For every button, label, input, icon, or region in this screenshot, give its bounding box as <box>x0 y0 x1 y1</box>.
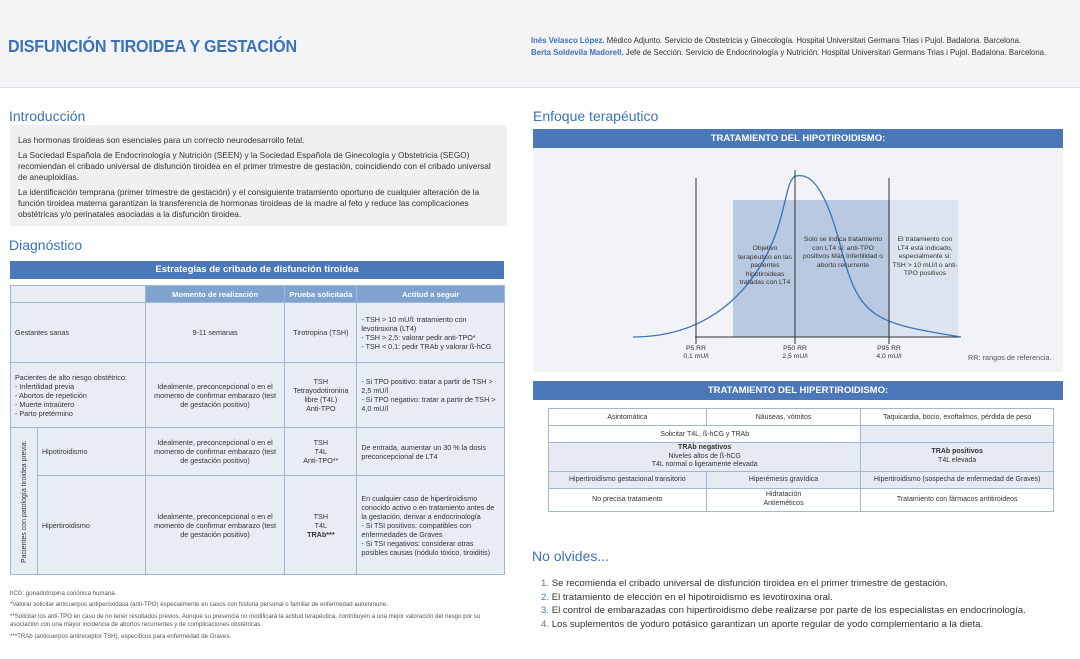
hyper-cell-line: Hidratación <box>765 491 802 498</box>
action-line: - TSH > 10 mU/l: tratamiento con levotiroxina (LT4) <box>361 314 467 333</box>
row-group: Hipertiroidismo <box>37 476 145 575</box>
table-row <box>11 476 505 575</box>
screening-table-title: Estrategias de cribado de disfunción tiroidea <box>10 261 504 279</box>
hyper-cell: Hipertiroidismo gestacional transitorio <box>549 471 707 488</box>
hyper-cell-line: T4L elevada <box>938 456 977 464</box>
hypo-chart-panel <box>533 148 1063 372</box>
group-line: - Abortos de repetición <box>15 390 87 400</box>
test-line: Anti-TPO <box>306 404 336 413</box>
table-row <box>549 471 1054 488</box>
list-text: El control de embarazadas con hipertiroidismo debe realizarse por parte de los especialistas en endocrinología. <box>551 605 1026 617</box>
row-group: Gestantes sanas <box>11 303 146 363</box>
p95-label-top: P95 RR <box>877 345 901 352</box>
footnote: **Solicitar los anti-TPO en caso de no tener resultados previos. Aunque su presencia no modificará la actitud terapéutica, contribuyen a una mejor valoración del riesgo por su asociación con una mayor incidencia de abortos recurrentes y de complicaciones obstétricas. <box>10 612 481 629</box>
row-test <box>285 476 357 575</box>
list-text: Se recomienda el cribado universal de disfunción tiroidea en el primer trimestre de gestación. <box>551 578 948 589</box>
footnote: hCG: gonadotropina coriónica humana. <box>10 590 117 597</box>
row-action: De entrada, aumentar un 30 % la dosis preconcepcional de LT4 <box>357 428 505 476</box>
therapy-heading: Enfoque terapéutico <box>533 108 659 124</box>
test-line: TRAb*** <box>307 529 335 539</box>
hyper-cell <box>706 488 861 511</box>
test-line: Tetrayodotironina libre (T4L) <box>293 386 349 404</box>
list-text: Los suplementos de yoduro potásico garantizan un aporte regular de yodo complementario a la dieta. <box>551 618 984 630</box>
test-line: T4L <box>314 447 328 456</box>
hyper-cell-title: TRAb negativos <box>678 444 732 451</box>
reminders-heading: No olvides... <box>532 548 610 564</box>
table-row <box>549 409 1054 426</box>
author-line-2 <box>531 47 1046 57</box>
hyper-table <box>548 408 1054 512</box>
row-moment: Idealmente, preconcepcional o en el momento de confirmar embarazo (test de gestación positivo) <box>145 476 285 575</box>
reminders-list <box>541 577 1071 631</box>
hyper-cell: Náuseas, vómitos <box>706 409 861 426</box>
empty-header-cell <box>11 286 146 303</box>
row-moment: Idealmente, preconcepcional o en el momento de confirmar embarazo (test de gestación positivo) <box>145 428 285 476</box>
list-item <box>541 618 1071 632</box>
action-line: - Si TPO positivo: tratar a partir de TSH > 2,5 mU/l <box>361 377 493 395</box>
hyper-cell: Tratamiento con fármacos antitiroideos <box>861 488 1054 511</box>
chart-box-3: El tratamiento con LT4 está indicado, especialmente si: TSH > 10 mU/l o anti-TPO positivos <box>892 236 958 278</box>
p5-label-bottom: 0,1 mU/l <box>683 353 709 360</box>
col-header-action: Actitud a seguir <box>357 286 505 303</box>
row-moment: 9-11 semanas <box>145 303 285 363</box>
group-line: Pacientes de alto riesgo obstétrico: <box>15 372 127 382</box>
row-action <box>357 363 505 428</box>
row-action <box>357 476 505 575</box>
action-line: - Si TSI negativos: considerar otras posibles causas (nódulo tóxico, tiroiditis) <box>361 538 490 557</box>
header-band <box>0 0 1080 88</box>
table-row <box>11 303 505 363</box>
author-1-role: Médico Adjunto. Servicio de Obstetricia y Ginecología. Hospital Universitari Germans Trias i Pujol. Badalona. Barcelona. <box>604 35 1022 45</box>
hyper-cell: Hipertiroidismo (sospecha de enfermedad de Graves) <box>861 471 1054 488</box>
hyper-cell <box>861 443 1054 472</box>
table-row <box>11 363 505 428</box>
author-2-name: Berta Soldevila Madorell. <box>531 47 624 57</box>
hyper-cell-line: T4L normal o ligeramente elevada <box>651 461 758 468</box>
chart-box-1: Objetivo terapéutico en las pacientes hipotiroideas tratadas con LT4 <box>738 245 792 287</box>
intro-paragraph: Las hormonas tiroideas son esenciales para un correcto neurodesarrollo fetal. <box>18 135 305 145</box>
author-line-1 <box>531 35 1021 45</box>
group-line: - Parto pretérmino <box>15 408 73 418</box>
row-action <box>357 303 505 363</box>
author-1-name: Inés Velasco López. <box>531 35 605 45</box>
list-number: 2. <box>541 591 550 603</box>
test-line: TSH <box>313 377 329 386</box>
group-line: - Muerte intraútero <box>15 399 75 409</box>
hyper-cell: Hiperémesis gravídica <box>706 471 861 488</box>
row-test: Tirotropina (TSH) <box>285 303 357 363</box>
list-item <box>541 577 1071 591</box>
footnote: *Valorar solicitar anticuerpos antiperoxidasa (anti-TPO) especialmente en casos con historia personal o familiar de enfermedad autoinmune. <box>10 601 388 609</box>
intro-box <box>10 125 507 226</box>
row-group <box>11 363 146 428</box>
test-line: Anti-TPO** <box>303 456 339 465</box>
intro-paragraph: La identificación temprana (primer trimestre de gestación) y el consiguiente tratamiento oportuno de cualquier alteración de la función tiroidea materna garantizan la transferencia de hormonas tiroideas de la madre al feto y reduce las complicaciones obstétricas y/o perinatales asociadas a la disfunción tiroidea. <box>18 187 480 219</box>
row-test <box>285 363 357 428</box>
hypo-chart <box>533 148 1063 372</box>
list-number: 3. <box>541 605 550 617</box>
hyper-cell-line: Niveles altos de ß-hCG <box>668 452 741 460</box>
p50-label <box>775 345 815 361</box>
intro-heading: Introducción <box>9 108 86 124</box>
test-line: TSH <box>313 511 329 521</box>
row-test <box>285 428 357 476</box>
hyper-cell: Solicitar T4L, ß-hCG y TRAb <box>549 426 861 443</box>
table-row <box>549 426 1054 443</box>
author-2-role: Jefe de Sección. Servicio de Endocrinología y Nutrición. Hospital Universitari Germans Trias i Pujol. Badalona. Barcelona. <box>623 47 1047 57</box>
table-row <box>11 428 505 476</box>
hypo-title: TRATAMIENTO DEL HIPOTIROIDISMO: <box>533 129 1063 148</box>
action-line: En cualquier caso de hipertiroidismo conocido activo o en tratamiento antes de la gestación, derivar a endocrinología <box>361 493 495 521</box>
hyper-cell-line: Antieméticos <box>763 499 804 507</box>
table-row <box>549 443 1054 472</box>
p95-label <box>869 345 909 361</box>
row-group: Hipotiroidismo <box>37 428 145 476</box>
test-line: TSH <box>313 438 329 447</box>
chart-box-2: Solo se indica tratamiento con LT4 si: anti-TPO positivos Más Infertilidad o aborto recurrente <box>802 236 884 269</box>
screening-table <box>10 285 505 575</box>
list-text: El tratamiento de elección en el hipotiroidismo es levotiroxina oral. <box>551 591 833 603</box>
hyper-cell-empty <box>861 426 1054 443</box>
action-line: - Si TPO negativo: tratar a partir de TSH > 4,0 mU/l <box>361 395 496 413</box>
rr-note: RR: rangos de referencia. <box>968 353 1052 362</box>
hyper-cell: Taquicardia, bocio, exoftalmos, pérdida de peso <box>861 409 1054 426</box>
hyper-cell-title: TRAb positivos <box>931 448 983 456</box>
diag-heading: Diagnóstico <box>9 237 83 253</box>
side-label: Pacientes con patología tiroidea previa: <box>11 428 38 575</box>
hyper-cell: Asintomática <box>549 409 707 426</box>
action-line: - Si TSI positivos: compatibles con enfermedades de Graves <box>361 520 472 539</box>
list-number: 1. <box>541 578 550 589</box>
intro-paragraph: La Sociedad Española de Endocrinología y Nutrición (SEEN) y la Sociedad Española de Ginecología y Obstetricia (SEGO) recomiendan el cribado universal de disfunción tiroidea en el primer trimestre de gestación, coincidiendo con el cribado universal de aneuploidías. <box>18 150 491 182</box>
table-row <box>549 488 1054 511</box>
p95-label-bottom: 4,0 mU/l <box>876 353 902 360</box>
col-header-moment: Momento de realización <box>145 286 285 303</box>
list-number: 4. <box>541 618 550 630</box>
test-line: T4L <box>314 520 328 530</box>
col-header-test: Prueba solicitada <box>285 286 357 303</box>
list-item <box>541 591 1071 605</box>
hyper-title: TRATAMIENTO DEL HIPERTIROIDISMO: <box>533 381 1063 400</box>
action-line: - TSH > 2,5: valorar pedir anti-TPO* <box>361 332 476 342</box>
list-item <box>541 604 1071 618</box>
p5-label <box>676 345 716 361</box>
row-moment: Idealmente, preconcepcional o en el momento de confirmar embarazo (test de gestación positivo) <box>145 363 285 428</box>
p50-label-bottom: 2,5 mU/l <box>782 353 808 360</box>
action-line: - TSH < 0,1: pedir TRAb y valorar ß-hCG <box>361 341 492 351</box>
poster-title: DISFUNCIÓN TIROIDEA Y GESTACIÓN <box>8 36 297 56</box>
p5-label-top: P5 RR <box>685 345 707 352</box>
footnote: ***TRAb (anticuerpos antireceptor TSH), específicos para enfermedad de Graves. <box>10 632 232 640</box>
group-line: - Infertilidad previa <box>15 381 75 391</box>
hyper-cell: No precisa tratamiento <box>549 488 707 511</box>
p50-label-top: P50 RR <box>783 345 807 352</box>
hyper-cell <box>549 443 861 472</box>
footnotes <box>10 590 505 644</box>
